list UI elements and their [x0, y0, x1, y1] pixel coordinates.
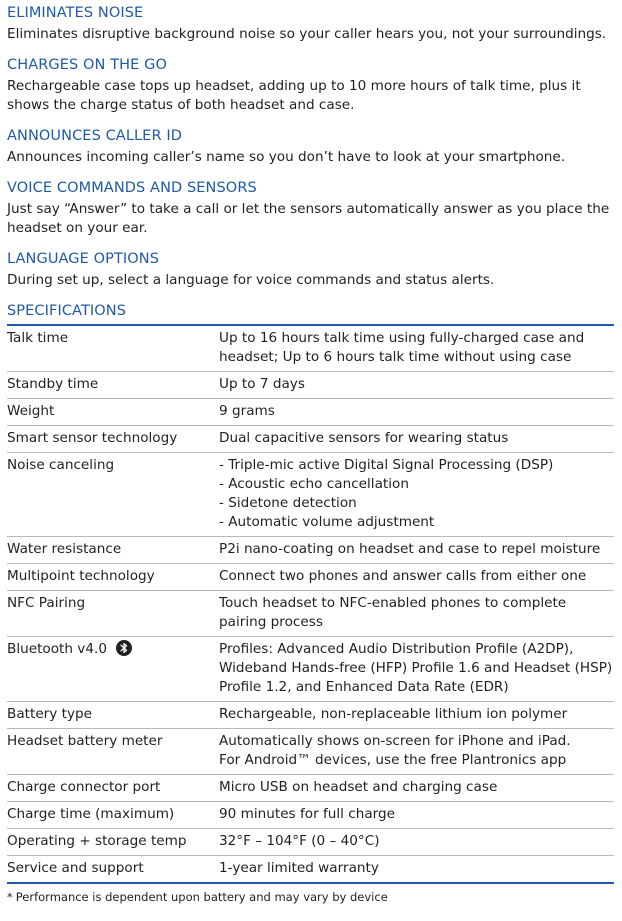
table-row — [7, 637, 614, 702]
table-row — [7, 856, 614, 884]
spec-value: 9 grams — [219, 399, 614, 426]
feature-heading: ANNOUNCES CALLER ID — [7, 128, 182, 144]
spec-label: Water resistance — [7, 537, 219, 564]
table-row — [7, 537, 614, 564]
feature-language-options — [7, 251, 614, 290]
spec-value: Dual capacitive sensors for wearing status — [219, 426, 614, 453]
table-row — [7, 564, 614, 591]
bluetooth-icon — [116, 640, 132, 656]
spec-label-cell — [7, 637, 219, 702]
specifications-heading: SPECIFICATIONS — [7, 303, 127, 319]
feature-heading: LANGUAGE OPTIONS — [7, 251, 160, 267]
spec-value: P2i nano-coating on headset and case to repel moisture — [219, 537, 614, 564]
specifications-table — [7, 324, 614, 884]
feature-heading: CHARGES ON THE GO — [7, 57, 167, 73]
spec-label: Battery type — [7, 702, 219, 729]
spec-value: Rechargeable, non-replaceable lithium ion polymer — [219, 702, 614, 729]
spec-value: Profiles: Advanced Audio Distribution Profile (A2DP), Wideband Hands-free (HFP) Profile 1.6 and Headset (HSP) Profile 1.2, and Enhanced Data Rate (EDR) — [219, 637, 614, 702]
spec-label: Service and support — [7, 856, 219, 884]
feature-heading: ELIMINATES NOISE — [7, 5, 144, 21]
spec-value: 32°F – 104°F (0 – 40°C) — [219, 829, 614, 856]
spec-label: Charge connector port — [7, 775, 219, 802]
spec-label: Noise canceling — [7, 453, 219, 537]
feature-eliminates-noise — [7, 5, 614, 44]
table-row — [7, 729, 614, 775]
spec-value-line: - Automatic volume adjustment — [219, 514, 435, 530]
spec-label: Charge time (maximum) — [7, 802, 219, 829]
table-row — [7, 591, 614, 637]
feature-charges-on-the-go — [7, 57, 614, 115]
spec-value-line: Automatically shows on-screen for iPhone and iPad. — [219, 733, 571, 749]
feature-text: Eliminates disruptive background noise so your caller hears you, not your surroundings. — [7, 26, 607, 42]
feature-voice-commands — [7, 180, 614, 238]
spec-value — [219, 453, 614, 537]
feature-text: During set up, select a language for voice commands and status alerts. — [7, 272, 495, 288]
spec-value — [219, 729, 614, 775]
spec-value-line: - Acoustic echo cancellation — [219, 476, 409, 492]
table-row — [7, 325, 614, 372]
spec-value: Touch headset to NFC-enabled phones to complete pairing process — [219, 591, 614, 637]
table-row — [7, 829, 614, 856]
spec-value-line: - Triple-mic active Digital Signal Processing (DSP) — [219, 457, 554, 473]
spec-value: 90 minutes for full charge — [219, 802, 614, 829]
footnote-marker: * — [7, 890, 13, 904]
feature-text: Announces incoming caller’s name so you don’t have to look at your smartphone. — [7, 149, 566, 165]
spec-value: Connect two phones and answer calls from either one — [219, 564, 614, 591]
feature-text: Rechargeable case tops up headset, adding up to 10 more hours of talk time, plus it shows the charge status of both headset and case. — [7, 78, 581, 113]
table-row — [7, 372, 614, 399]
feature-announces-caller-id — [7, 128, 614, 167]
table-row — [7, 426, 614, 453]
spec-value: Up to 7 days — [219, 372, 614, 399]
feature-text: Just say “Answer” to take a call or let the sensors automatically answer as you place the headset on your ear. — [7, 201, 610, 236]
table-row — [7, 775, 614, 802]
spec-label: Multipoint technology — [7, 564, 219, 591]
footnote — [7, 890, 614, 904]
spec-label: Bluetooth v4.0 — [7, 641, 107, 657]
table-row — [7, 702, 614, 729]
feature-heading: VOICE COMMANDS AND SENSORS — [7, 180, 257, 196]
spec-label: NFC Pairing — [7, 591, 219, 637]
table-row — [7, 802, 614, 829]
spec-value-line: - Sidetone detection — [219, 495, 357, 511]
spec-value-line: For Android™ devices, use the free Plantronics app — [219, 752, 567, 768]
spec-label: Headset battery meter — [7, 729, 219, 775]
spec-value: 1-year limited warranty — [219, 856, 614, 884]
spec-label: Standby time — [7, 372, 219, 399]
spec-label: Operating + storage temp — [7, 829, 219, 856]
spec-label: Talk time — [7, 325, 219, 372]
spec-label: Weight — [7, 399, 219, 426]
spec-value: Up to 16 hours talk time using fully-charged case and headset; Up to 6 hours talk time without using case — [219, 325, 614, 372]
table-row — [7, 399, 614, 426]
table-row — [7, 453, 614, 537]
spec-label: Smart sensor technology — [7, 426, 219, 453]
spec-value: Micro USB on headset and charging case — [219, 775, 614, 802]
footnote-text: Performance is dependent upon battery and may vary by device — [15, 890, 388, 904]
